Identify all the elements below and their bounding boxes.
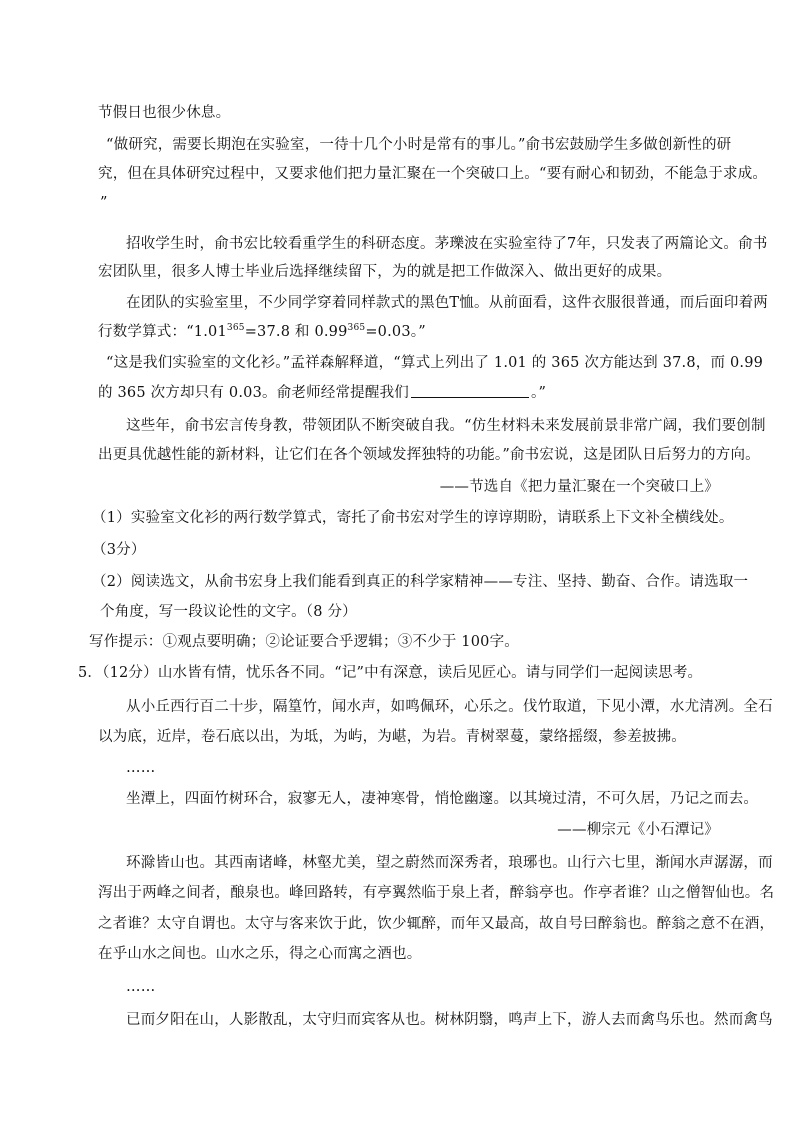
text-segment: 行数学算式：“1.01 xyxy=(98,324,227,340)
source-citation: ——柳宗元《小石潭记》 xyxy=(557,822,719,838)
formula-line xyxy=(98,322,794,342)
text-line: 以为底，近岸，卷石底以出，为坻，为屿，为嵁，为岩。青树翠蔓，蒙络摇缀，参差披拂。 xyxy=(98,729,686,745)
text-line: “这是我们实验室的文化衫。”孟祥森解释道，“算式上列出了 1.01 的 365 次方能达到 37.8，而 0.99 xyxy=(106,355,764,371)
text-line: 环滁皆山也。其西南诸峰，林壑尤美，望之蔚然而深秀者，琅琊也。山行六七里，渐闻水声潺潺，而 xyxy=(126,855,773,871)
text-line: 已而夕阳在山，人影散乱，太守归而宾客从也。树林阴翳，鸣声上下，游人去而禽鸟乐也。然而禽鸟 xyxy=(126,1012,773,1028)
question-heading: 5．（12分）山水皆有情，忧乐各不同。“记”中有深意，读后见匠心。请与同学们一起阅读思考。 xyxy=(78,665,703,681)
writing-tips: 写作提示：①观点要明确；②论证要合乎逻辑；③不少于 100字。 xyxy=(89,634,519,650)
question-text: （3分） xyxy=(92,542,146,558)
text-segment: =0.03。” xyxy=(365,324,426,340)
text-line-with-blank xyxy=(98,383,794,403)
text-line: 招收学生时，俞书宏比较看重学生的科研态度。茅瓅波在实验室待了7年，只发表了两篇论文。俞书 xyxy=(126,236,768,252)
ellipsis: …… xyxy=(126,979,156,995)
text-line: 节假日也很少休息。 xyxy=(98,105,231,121)
source-citation: ——节选自《把力量汇聚在一个突破口上》 xyxy=(439,479,719,495)
fill-in-blank[interactable] xyxy=(411,383,529,398)
ellipsis: …… xyxy=(126,760,156,776)
text-line: 在团队的实验室里，不少同学穿着同样款式的黑色T恤。从前面看，这件衣服很普通，而后面印着两 xyxy=(126,295,768,311)
text-line: 究，但在具体研究过程中，又要求他们把力量汇聚在一个突破口上。“要有耐心和韧劲，不能急于求成。 xyxy=(98,166,768,182)
text-line: 泻出于两峰之间者，酿泉也。峰回路转，有亭翼然临于泉上者，醉翁亭也。作亭者谁？山之僧智仙也。名 xyxy=(98,885,775,901)
text-segment: 。” xyxy=(531,385,547,401)
exponent: 365 xyxy=(226,323,245,333)
text-line: ” xyxy=(100,195,108,211)
text-segment: =37.8 和 0.99 xyxy=(244,324,348,340)
text-line: 宏团队里，很多人博士毕业后选择继续留下，为的就是把工作做深入、做出更好的成果。 xyxy=(98,264,672,280)
question-text: 个角度，写一段议论性的文字。（8 分） xyxy=(100,604,357,620)
text-line: 从小丘西行百二十步，隔篁竹，闻水声，如鸣佩环，心乐之。伐竹取道，下见小潭，水尤清冽。全石 xyxy=(126,699,773,715)
text-line: “做研究，需要长期泡在实验室，一待十几个小时是常有的事儿。”俞书宏鼓励学生多做创新性的研 xyxy=(106,137,732,153)
exponent: 365 xyxy=(347,323,366,333)
text-line: 之者谁？太守自谓也。太守与客来饮于此，饮少辄醉，而年又最高，故自号曰醉翁也。醉翁之意不在酒， xyxy=(98,916,775,932)
text-segment: 的 365 次方却只有 0.03。俞老师经常提醒我们 xyxy=(98,385,409,401)
question-text: （2）阅读选文，从俞书宏身上我们能看到真正的科学家精神——专注、坚持、勤奋、合作。请选取一 xyxy=(92,574,749,590)
text-line: 在乎山水之间也。山水之乐，得之心而寓之酒也。 xyxy=(98,946,422,962)
text-line: 坐潭上，四面竹树环合，寂寥无人，凄神寒骨，悄怆幽邃。以其境过清，不可久居，乃记之而去。 xyxy=(126,791,759,807)
question-text: （1）实验室文化衫的两行数学算式，寄托了俞书宏对学生的谆谆期盼，请联系上下文补全横线处。 xyxy=(92,510,734,526)
text-line: 这些年，俞书宏言传身教，带领团队不断突破自我。“仿生材料未来发展前景非常广阔，我们要创制 xyxy=(126,418,766,434)
text-line: 出更具优越性能的新材料，让它们在各个领域发挥独特的功能。”俞书宏说，这是团队日后努力的方向。 xyxy=(98,447,760,463)
